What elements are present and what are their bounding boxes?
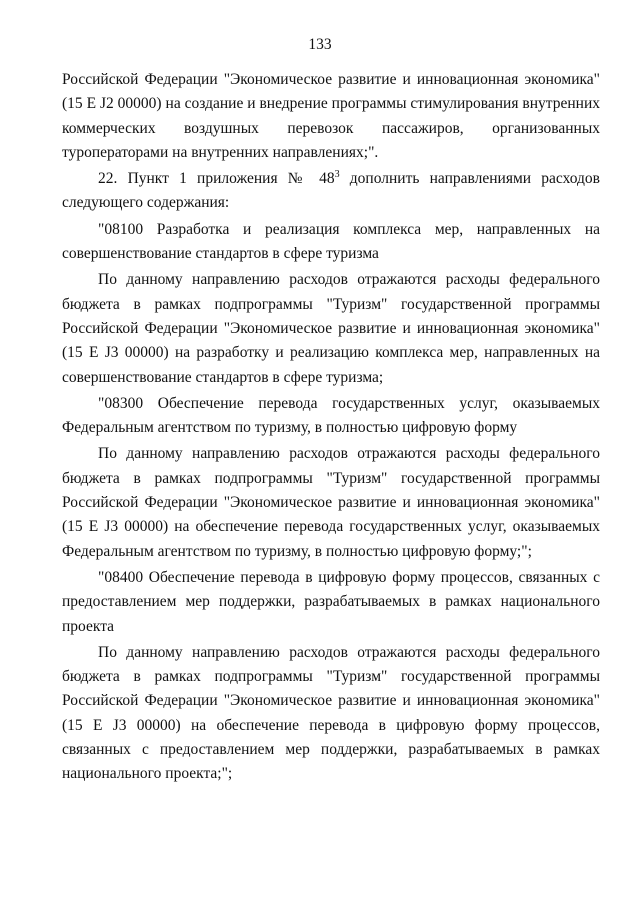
paragraph-continuation: Российской Федерации "Экономическое развитие и инновационная экономика" (15 Е J2 00000) на создание и внедрение программы стимулирования внутренних коммерческих воздушных перевозок пассажиров, организованных туроператорами на внутренних направлениях;".	[62, 71, 600, 161]
page-number: 133	[308, 36, 332, 53]
paragraph-item-22	[62, 167, 600, 216]
paragraph-description-08400: По данному направлению расходов отражаются расходы федерального бюджета в рамках подпрограммы "Туризм" государственной программы Российской Федерации "Экономическое развитие и инновационная экономика" (15 Е J3 00000) на обеспечение перевода в цифровую форму процессов, связанных с предоставлением мер поддержки, разрабатываемых в рамках национального проекта;";	[62, 643, 600, 783]
paragraph-code-08300: "08300 Обеспечение перевода государственных услуг, оказываемых Федеральным агентством по туризму, в полностью цифровую форму	[62, 394, 600, 437]
document-body	[62, 68, 600, 789]
item-22-text-start: 22. Пункт 1 приложения № 48	[98, 170, 335, 188]
paragraph-code-08400: "08400 Обеспечение перевода в цифровую форму процессов, связанных с предоставлением мер поддержки, разрабатываемых в рамках национального проекта	[62, 568, 600, 635]
item-22-text-end: дополнить направлениями расходов следующего содержания:	[62, 170, 600, 212]
paragraph-description-08100: По данному направлению расходов отражаются расходы федерального бюджета в рамках подпрограммы "Туризм" государственной программы Российской Федерации "Экономическое развитие и инновационная экономика" (15 Е J3 00000) на разработку и реализацию комплекса мер, направленных на совершенствование стандартов в сфере туризма;	[62, 271, 600, 386]
paragraph-code-08100: "08100 Разработка и реализация комплекса мер, направленных на совершенствование стандартов в сфере туризма	[62, 220, 600, 263]
paragraph-description-08300: По данному направлению расходов отражаются расходы федерального бюджета в рамках подпрограммы "Туризм" государственной программы Российской Федерации "Экономическое развитие и инновационная экономика" (15 Е J3 00000) на обеспечение перевода государственных услуг, оказываемых Федеральным агентством по туризму, в полностью цифровую форму;";	[62, 445, 600, 560]
appendix-superscript: 3	[334, 169, 340, 181]
